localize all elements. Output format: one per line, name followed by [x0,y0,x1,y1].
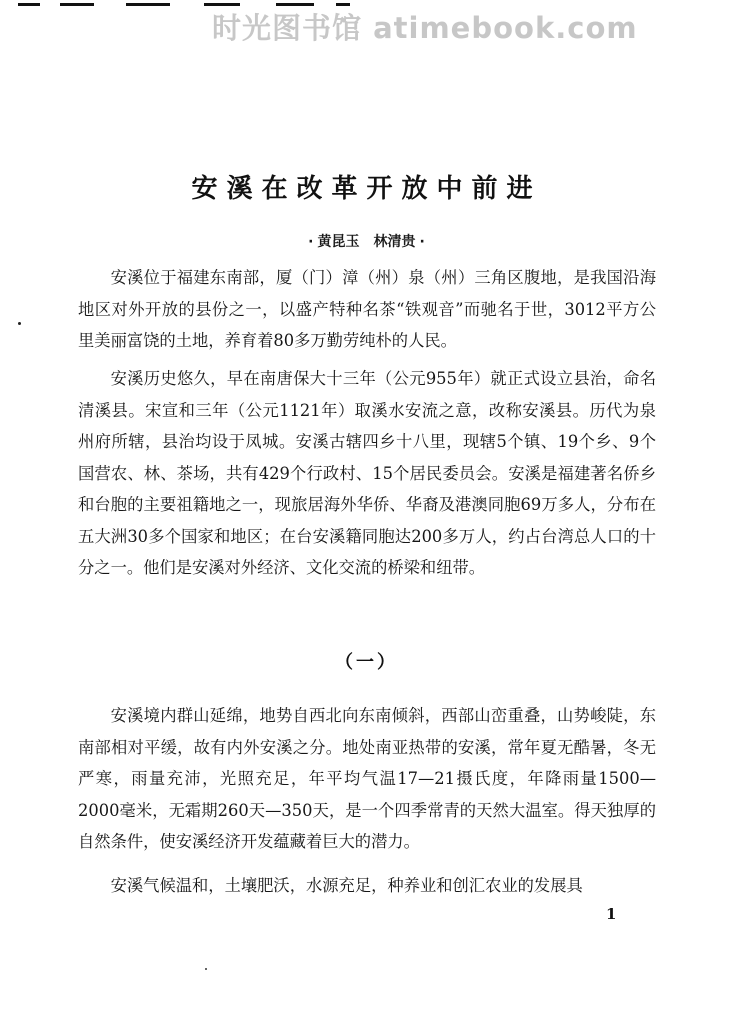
paragraph: 安溪历史悠久，早在南唐保大十三年（公元955年）就正式设立县治，命名清溪县。宋宣和三年（公元1121年）取溪水安流之意，改称安溪县。历代为泉州府所辖，县治均设于凤城。安溪古辖四乡十八里，现辖5个镇、19个乡、9个国营农、林、茶场，共有429个行政村、15个居民委员会。安溪是福建著名侨乡和台胞的主要祖籍地之一，现旅居海外华侨、华裔及港澳同胞69万多人，分布在五大洲30多个国家和地区；在台安溪籍同胞达200多万人，约占台湾总人口的十分之一。他们是安溪对外经济、文化交流的桥梁和纽带。 [78,369,656,577]
paragraph: 安溪境内群山延绵，地势自西北向东南倾斜，西部山峦重叠，山势峻陡，东南部相对平缓，故有内外安溪之分。地处南亚热带的安溪，常年夏无酷暑，冬无严寒，雨量充沛，光照充足，年平均气温17—21摄氏度，年降雨量1500—2000毫米，无霜期260天—350天，是一个四季常青的天然大温室。得天独厚的自然条件，使安溪经济开发蕴藏着巨大的潜力。 [78,706,656,851]
scan-speck [205,968,207,970]
paragraph: 安溪位于福建东南部，厦（门）漳（州）泉（州）三角区腹地，是我国沿海地区对外开放的县份之一，以盛产特种名茶“铁观音”而驰名于世，3012平方公里美丽富饶的土地，养育着80多万勤劳纯朴的人民。 [78,268,656,350]
author-name: 黄昆玉 [317,234,360,250]
author-name: 林清贵 [373,234,416,250]
author-line [0,231,733,251]
margin-speck [18,322,21,325]
author-prefix-dot: · [308,234,314,250]
paragraph: 安溪气候温和，土壤肥沃，水源充足，种养业和创汇农业的发展具 [110,876,583,895]
author-suffix-dot: · [419,234,425,250]
page-number: 1 [606,905,617,923]
watermark: 时光图书馆 atimebook.com [212,11,638,45]
article-title: 安溪在改革开放中前进 [191,174,542,204]
section-heading: （一） [335,652,398,673]
